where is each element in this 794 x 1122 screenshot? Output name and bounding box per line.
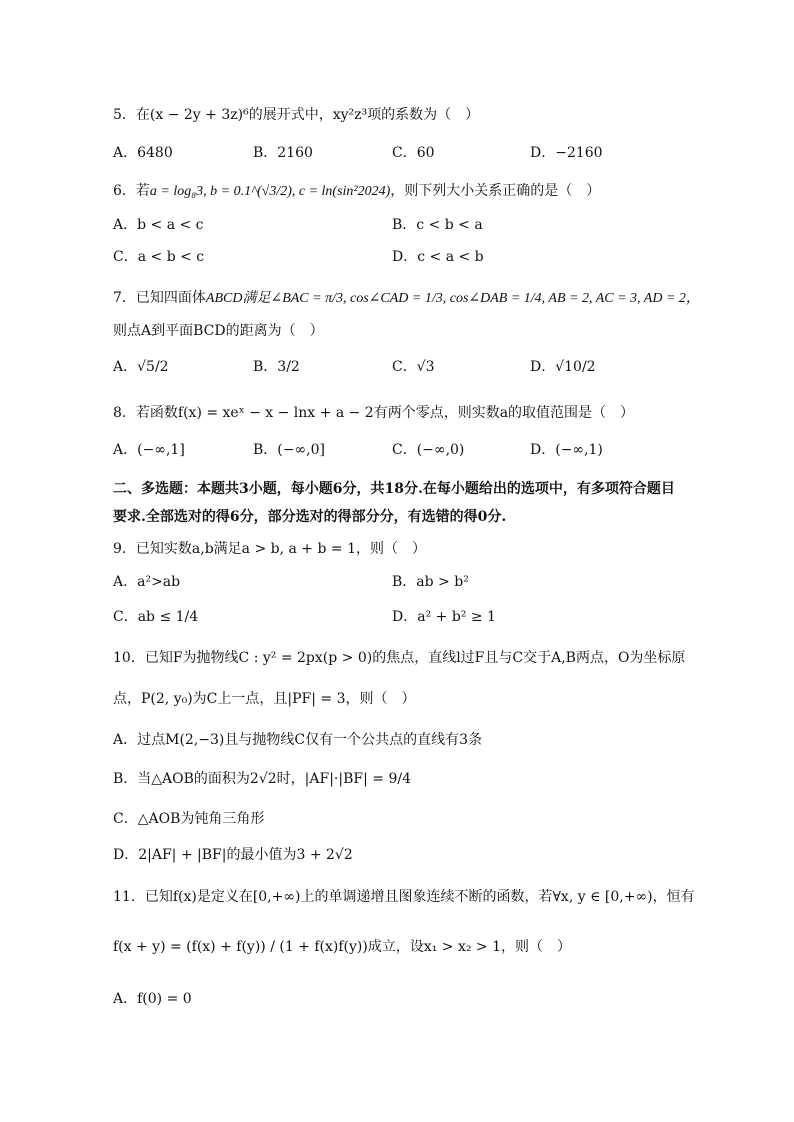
q8-stem: 8．若函数f(x) = xeˣ − x − lnx + a − 2有两个零点，则实数a的取值范围是（ ） bbox=[113, 405, 635, 421]
q6-option-b: B．c < b < a bbox=[392, 217, 483, 233]
section2-heading-line2: 要求.全部选对的得6分，部分选对的得部分分，有选错的得0分. bbox=[113, 509, 507, 525]
q9-option-c: C．ab ≤ 1/4 bbox=[113, 609, 199, 625]
q7-stem bbox=[113, 289, 700, 308]
q6-expr: a = log₈3, b = 0.1^(√3/2), c = ln(sin²2024) bbox=[149, 184, 391, 199]
q10-option-a: A．过点M(2,−3)且与抛物线C仅有一个公共点的直线有3条 bbox=[113, 732, 482, 748]
q6-option-a: A．b < a < c bbox=[113, 217, 204, 233]
q9-option-b: B．ab > b² bbox=[392, 574, 469, 590]
q6-prefix: 6．若 bbox=[113, 183, 150, 199]
q5-option-d: D．−2160 bbox=[530, 145, 603, 161]
q7-prefix: 7．已知四面体 bbox=[113, 290, 206, 306]
q7-option-d: D．√10/2 bbox=[530, 359, 596, 375]
q7-option-a: A．√5/2 bbox=[113, 359, 169, 375]
q5-option-b: B．2160 bbox=[253, 145, 313, 161]
q8-option-d: D．(−∞,1) bbox=[530, 442, 603, 458]
q5-stem: 5．在(x − 2y + 3z)⁶的展开式中，xy²z³项的系数为（ ） bbox=[113, 107, 480, 123]
q6-option-c: C．a < b < c bbox=[113, 249, 205, 265]
section2-heading-line1: 二、多选题：本题共3小题，每小题6分，共18分.在每小题给出的选项中，有多项符合题目 bbox=[113, 481, 675, 497]
q11-option-a: A．f(0) = 0 bbox=[113, 991, 192, 1007]
q8-option-c: C．(−∞,0) bbox=[392, 442, 465, 458]
q5-option-c: C．60 bbox=[392, 145, 435, 161]
q8-option-a: A．(−∞,1] bbox=[113, 442, 185, 458]
q9-stem: 9．已知实数a,b满足a > b, a + b = 1，则（ ） bbox=[113, 541, 426, 557]
q7-expr: ABCD满足∠BAC = π/3, cos∠CAD = 1/3, cos∠DAB = 1/4, AB = 2, AC = 3, AD = 2， bbox=[205, 291, 700, 306]
q7-option-c: C．√3 bbox=[392, 359, 435, 375]
q7-line2: 则点A到平面BCD的距离为（ ） bbox=[113, 323, 324, 339]
q8-option-b: B．(−∞,0] bbox=[253, 442, 325, 458]
q9-option-d: D．a² + b² ≥ 1 bbox=[392, 609, 496, 625]
q6-option-d: D．c < a < b bbox=[392, 249, 484, 265]
q10-option-d: D．2|AF| + |BF|的最小值为3 + 2√2 bbox=[113, 847, 353, 863]
q9-option-a: A．a²>ab bbox=[113, 574, 181, 590]
q6-suffix: ，则下列大小关系正确的是（ ） bbox=[390, 183, 601, 199]
q11-line2: f(x + y) = (f(x) + f(y)) / (1 + f(x)f(y))成立，设x₁ > x₂ > 1，则（ ） bbox=[113, 939, 572, 955]
q6-stem bbox=[113, 182, 600, 201]
q5-option-a: A．6480 bbox=[113, 145, 173, 161]
q10-line1: 10．已知F为抛物线C : y² = 2px(p > 0)的焦点，直线l过F且与C交于A,B两点，O为坐标原 bbox=[113, 650, 686, 666]
q10-option-b: B．当△AOB的面积为2√2时，|AF|·|BF| = 9/4 bbox=[113, 771, 411, 787]
q7-option-b: B．3/2 bbox=[253, 359, 300, 375]
q10-option-c: C．△AOB为钝角三角形 bbox=[113, 811, 265, 827]
q11-line1: 11．已知f(x)是定义在[0,+∞)上的单调递增且图象连续不断的函数，若∀x, y ∈ [0,+∞)，恒有 bbox=[113, 889, 695, 905]
q10-line2: 点，P(2, y₀)为C上一点，且|PF| = 3，则（ ） bbox=[113, 691, 416, 707]
